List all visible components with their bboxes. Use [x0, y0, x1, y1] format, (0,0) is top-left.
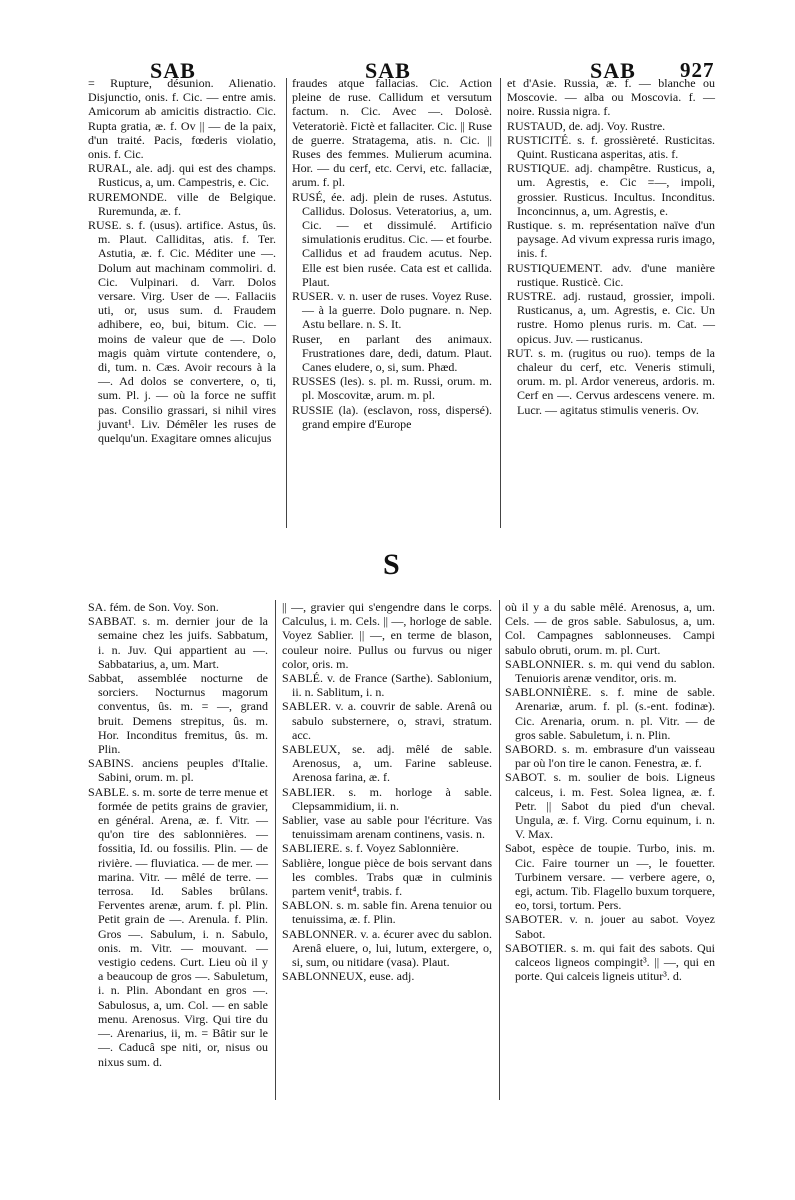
- dictionary-entry: SABLON. s. m. sable fin. Arena tenuior ou tenuissima, æ. f. Plin.: [282, 898, 492, 927]
- top-column-2: [292, 76, 492, 431]
- column-rule: [286, 78, 287, 528]
- dictionary-entry: SABBAT. s. m. dernier jour de la semaine chez les juifs. Sabbatum, i. n. Juv. Qui appartient au —. Sabbatarius, a, um. Mart.: [88, 614, 268, 671]
- dictionary-entry: RUSTIQUEMENT. adv. d'une manière rustique. Rusticè. Cic.: [507, 260, 715, 289]
- dictionary-entry: RUSTICITÉ. s. f. grossièreté. Rusticitas. Quint. Rusticana asperitas, atis. f.: [507, 132, 715, 162]
- column-rule: [499, 600, 500, 1100]
- dictionary-entry: où il y a du sable mêlé. Arenosus, a, um. Cels. — de gros sable. Sabulosus, a, um. Col. Campagnes sablonneuses. Campi sabulo obruti, orum. m. pl. Curt.: [505, 600, 715, 657]
- dictionary-entry: Sabbat, assemblée nocturne de sorciers. Nocturnus magorum conventus, ûs. m. = —, grand bruit. Demens strepitus, ûs. m. Hor. Inconditus fremitus, ûs. m. Plin.: [88, 671, 268, 757]
- dictionary-entry: Sablier, vase au sable pour l'écriture. Vas tenuissimam arenam continens, vasis. n.: [282, 813, 492, 842]
- dictionary-entry: SABLIERE. s. f. Voyez Sablonnière.: [282, 841, 459, 856]
- dictionary-entry: SABLEUX, se. adj. mêlé de sable. Arenosus, a, um. Farine sableuse. Arenosa farina, æ. f.: [282, 742, 492, 785]
- top-column-3: [507, 76, 715, 417]
- dictionary-entry: SABOTIER. s. m. qui fait des sabots. Qui calceos ligneos compingit³. || —, qui en porte. Qui calceis ligneis utitur³. d.: [505, 940, 715, 984]
- running-head-center: SAB: [365, 58, 411, 83]
- dictionary-entry: SABORD. s. m. embrasure d'un vaisseau par où l'on tire le canon. Fenestra, æ. f.: [505, 742, 715, 771]
- dictionary-entry: SABOT. s. m. soulier de bois. Ligneus calceus, i. m. Fest. Solea lignea, æ. f. Petr. || Sabot du pied d'un cheval. Ungula, æ. f. Virg. Cornu equinum, i. n. V. Max.: [505, 770, 715, 842]
- dictionary-entry: RUSTAUD, de. adj. Voy. Rustre.: [507, 118, 666, 133]
- dictionary-entry: SABLE. s. m. sorte de terre menue et formée de petits grains de gravier, en général. Arena, æ. f. Vitr. — qu'on tire des sablonnières. — fossitia, Id. ou fossilis. Plin. — de rivière. — fluviatica. — de mer. — marina. Vitr. — mêlé de terre. — terrosa. Id. Sables brûlans. Ferventes arenæ, arum. f. pl. Plin. Petit grain de —. Arenula. f. Plin. Gros —. Sabulum, i. n. Sabulo, onis. m. Vitr. — mouvant. — vestigio cedens. Curt. Lieu où il y a beaucoup de gros —. Sabuletum, i. n. Plin. Abondant en gros —. Sabulosus, a, um. Col. — en sable menu. Arenosus. Virg. Qui tire du —. Arenarius, ii, m. = Bâtir sur le —. Caducâ spe niti, or, nisus ou nixus sum. d.: [88, 784, 268, 1069]
- dictionary-entry: fraudes atque fallacias. Cic. Action pleine de ruse. Callidum et versutum factum. n. Cic. Avec —. Dolosè. Veteratoriè. Fictè et fallaciter. Cic. || Ruse de guerre. Stratagema, atis. n. Cic. || Ruses des femmes. Mulierum acumina. Hor. — du cerf, etc. Cervi, etc. fallaciæ, arum. f. pl.: [292, 76, 492, 190]
- dictionary-entry: RUSTRE. adj. rustaud, grossier, impoli. Rusticanus, a, um. Agrestis, e. Cic. Un rustre. Homo plenus ruris. m. Cat. — opicus. Juv. — rusticanus.: [507, 289, 715, 346]
- bottom-column-2: [282, 600, 492, 983]
- running-head-left: SAB: [150, 58, 196, 83]
- dictionary-entry: SABLONNIER. s. m. qui vend du sablon. Tenuioris arenæ venditor, oris. m.: [505, 656, 715, 686]
- dictionary-entry: RUSE. s. f. (usus). artifice. Astus, ûs. m. Plaut. Calliditas, atis. f. Ter. Astutia, æ. f. Cic. Méditer une —. Dolum aut machinam commoliri. d. Cic. Vulpinari. d. Varr. Dolos versare. Virg. User de —. Fallaciis uti, or, usus sum. d. Fraudem adhibere, eo, bui, bitum. Cic. — moins de valeur que de —. Dolo magis quàm virtute contendere, o, di, tum. n. Cæs. Avoir recours à la —. Ad dolos se convertere, o, ti, sum. Pl. j. — où la force ne suffit pas. Consilio grassari, si nihil vires juvant¹. Liv. Démêler les ruses de quelqu'un. Exagitare omnes alicujus: [88, 218, 276, 446]
- dictionary-entry: et d'Asie. Russia, æ. f. — blanche ou Moscovie. — alba ou Moscovia. f. — noire. Russia nigra. f.: [507, 76, 715, 119]
- column-rule: [500, 78, 501, 528]
- dictionary-entry: Ruser, en parlant des animaux. Frustrationes dare, dedi, datum. Plaut. Canes eludere, o, si, sum. Phæd.: [292, 331, 492, 375]
- dictionary-entry: RUT. s. m. (rugitus ou ruo). temps de la chaleur du cerf, etc. Veneris stimuli, orum. m. pl. Ardor venereus, ardoris. m. Cerf en —. Cervus ardescens venere. m. Lucr. — agitatus stimulis veneris. Ov.: [507, 345, 715, 417]
- dictionary-entry: SABLER. v. a. couvrir de sable. Arenâ ou sabulo substernere, o, stravi, stratum. acc.: [282, 699, 492, 742]
- running-head-right: SAB: [590, 58, 636, 83]
- dictionary-entry: RUSTIQUE. adj. champêtre. Rusticus, a, um. Agrestis, e. Cic =—, impoli, grossier. Rusticus. Incultus. Inconditus. Inconcinnus, a, um. Agrestis, e.: [507, 161, 715, 218]
- dictionary-entry: = Rupture, désunion. Alienatio. Disjunctio, onis. f. Cic. — entre amis. Amicorum ab amicitis distractio. Cic. Rupta gratia, æ. f. Ov || — de la paix, d'un traité. Pacis, fœderis violatio, onis. f. Cic.: [88, 76, 276, 162]
- dictionary-entry: RUSÉ, ée. adj. plein de ruses. Astutus. Callidus. Dolosus. Veteratorius, a, um. Cic. — et dissimulé. Artificio simulationis eruditus. Cic. — et fourbe. Callidus et ad fraudem acutus. Nep. Elle est bien rusée. Cata est et callida. Plaut.: [292, 189, 492, 289]
- dictionary-entry: Sablière, longue pièce de bois servant dans les combles. Trabs quæ in culminis partem venit⁴, trabis. f.: [282, 855, 492, 899]
- column-rule: [275, 600, 276, 1100]
- dictionary-entry: RURAL, ale. adj. qui est des champs. Rusticus, a, um. Campestris, e. Cic.: [88, 161, 276, 190]
- dictionary-entry: RUSSIE (la). (esclavon, ross, dispersé). grand empire d'Europe: [292, 402, 492, 431]
- dictionary-entry: RUSSES (les). s. pl. m. Russi, orum. m. pl. Moscovitæ, arum. m. pl.: [292, 374, 492, 403]
- section-letter: S: [383, 548, 400, 581]
- bottom-column-3: [505, 600, 715, 983]
- top-column-1: [88, 76, 276, 445]
- bottom-column-1: [88, 600, 268, 1069]
- dictionary-entry: SABLONNIÈRE. s. f. mine de sable. Arenariæ, arum. f. pl. (s.-ent. fodinæ). Cic. Arenaria, orum. n. pl. Vitr. — de gros sable. Sabuletum, i. n. Plin.: [505, 685, 715, 742]
- dictionary-entry: Sabot, espèce de toupie. Turbo, inis. m. Cic. Faire tourner un —, le fouetter. Turbinem versare. — verbere agere, o, egi, actum. Tib. Flagello buxum torquere, eo, torsi, tortum. Pers.: [505, 841, 715, 913]
- dictionary-entry: SABLIER. s. m. horloge à sable. Clepsammidium, ii. n.: [282, 784, 492, 813]
- dictionary-entry: Rustique. s. m. représentation naïve d'un paysage. Ad vivum expressa ruris imago, inis. f.: [507, 218, 715, 261]
- dictionary-entry: || —, gravier qui s'engendre dans le corps. Calculus, i. m. Cels. || —, horloge de sable. Voyez Sablier. || —, en terme de blason, couleur noire. Pullus ou furvus ou niger color, oris. m.: [282, 600, 492, 671]
- dictionary-entry: SA. fém. de Son. Voy. Son.: [88, 600, 219, 614]
- dictionary-entry: SABLÉ. v. de France (Sarthe). Sablonium, ii. n. Sablitum, i. n.: [282, 671, 492, 700]
- dictionary-entry: SABINS. anciens peuples d'Italie. Sabini, orum. m. pl.: [88, 756, 268, 785]
- dictionary-entry: RUSER. v. n. user de ruses. Voyez Ruse. — à la guerre. Dolo pugnare. n. Nep. Astu bellare. n. S. It.: [292, 289, 492, 332]
- dictionary-entry: RUREMONDE. ville de Belgique. Ruremunda, æ. f.: [88, 189, 276, 218]
- page-number: 927: [680, 58, 715, 82]
- dictionary-entry: SABLONNEUX, euse. adj.: [282, 969, 415, 984]
- dictionary-entry: SABOTER. v. n. jouer au sabot. Voyez Sabot.: [505, 912, 715, 941]
- dictionary-entry: SABLONNER. v. a. écurer avec du sablon. Arenâ eluere, o, lui, lutum, extergere, o, si, sum, ou nitidare (vasa). Plaut.: [282, 926, 492, 970]
